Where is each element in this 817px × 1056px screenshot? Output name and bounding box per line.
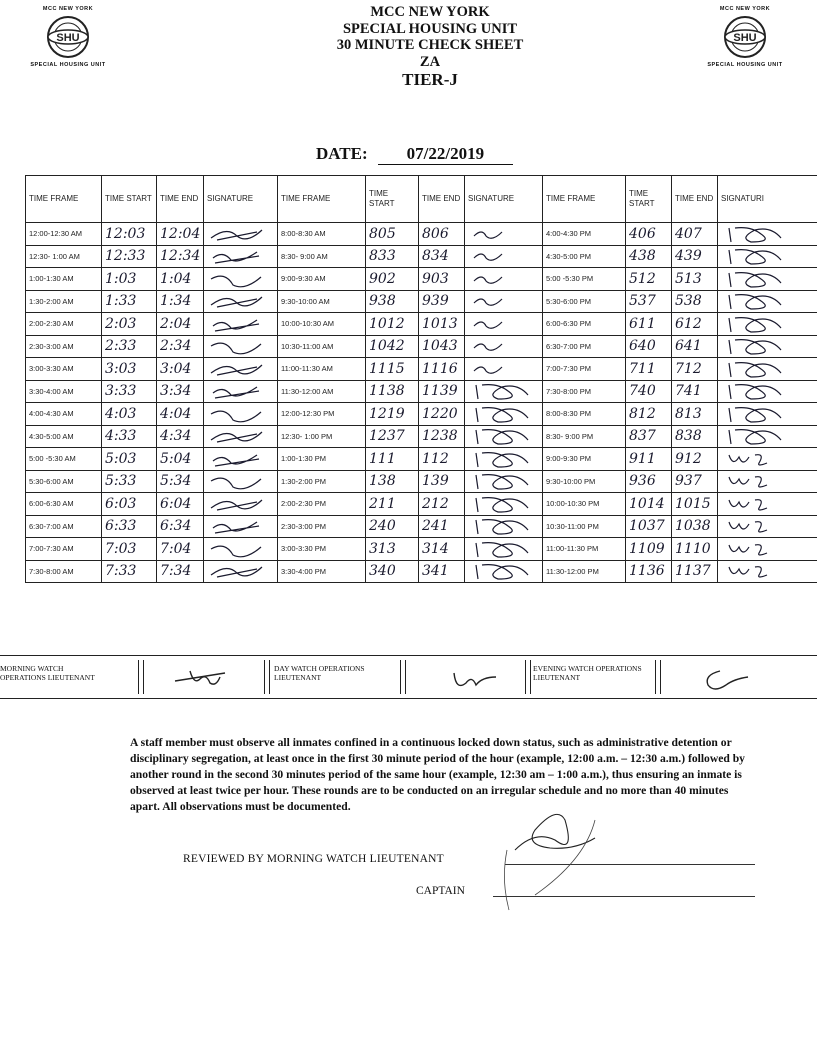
time-start: 805 bbox=[366, 223, 419, 246]
time-frame: 10:30-11:00 PM bbox=[543, 515, 626, 538]
signature bbox=[204, 403, 278, 426]
time-frame: 3:00-3:30 PM bbox=[278, 538, 366, 561]
signature bbox=[465, 425, 543, 448]
time-end: 612 bbox=[672, 313, 718, 336]
col-time-end: TIME END bbox=[157, 176, 204, 223]
time-frame: 5:30-6:00 PM bbox=[543, 290, 626, 313]
time-end: 139 bbox=[419, 470, 465, 493]
table-row bbox=[26, 560, 817, 583]
time-end: 641 bbox=[672, 335, 718, 358]
table-row bbox=[26, 425, 817, 448]
date-value: 07/22/2019 bbox=[378, 144, 513, 165]
signature bbox=[204, 245, 278, 268]
time-frame: 9:30-10:00 AM bbox=[278, 290, 366, 313]
signature bbox=[718, 313, 817, 336]
time-end: 834 bbox=[419, 245, 465, 268]
time-end: 7:34 bbox=[157, 560, 204, 583]
time-start: 111 bbox=[366, 448, 419, 471]
check-table bbox=[25, 175, 817, 583]
time-start: 12:03 bbox=[102, 223, 157, 246]
logo-top-text: MCC NEW YORK bbox=[719, 6, 771, 12]
time-frame: 2:30-3:00 PM bbox=[278, 515, 366, 538]
time-end: 12:04 bbox=[157, 223, 204, 246]
signature bbox=[204, 290, 278, 313]
signature bbox=[465, 538, 543, 561]
signature bbox=[718, 493, 817, 516]
time-frame: 1:30-2:00 AM bbox=[26, 290, 102, 313]
col-time-start: TIME START bbox=[102, 176, 157, 223]
time-frame: 12:00-12:30 PM bbox=[278, 403, 366, 426]
table-row bbox=[26, 335, 817, 358]
time-frame: 9:00-9:30 PM bbox=[543, 448, 626, 471]
time-end: 1013 bbox=[419, 313, 465, 336]
captain-signature bbox=[495, 800, 635, 920]
signature bbox=[465, 313, 543, 336]
day-watch-label: DAY WATCH OPERATIONS LIEUTENANT bbox=[274, 664, 365, 682]
time-frame: 9:30-10:00 PM bbox=[543, 470, 626, 493]
signature bbox=[718, 515, 817, 538]
time-start: 3:03 bbox=[102, 358, 157, 381]
time-frame: 1:30-2:00 PM bbox=[278, 470, 366, 493]
time-end: 439 bbox=[672, 245, 718, 268]
time-start: 7:03 bbox=[102, 538, 157, 561]
time-frame: 2:00-2:30 AM bbox=[26, 313, 102, 336]
evening-signature bbox=[700, 667, 760, 693]
date-row bbox=[316, 144, 513, 165]
time-start: 740 bbox=[626, 380, 672, 403]
time-end: 7:04 bbox=[157, 538, 204, 561]
time-start: 902 bbox=[366, 268, 419, 291]
time-end: 712 bbox=[672, 358, 718, 381]
time-start: 512 bbox=[626, 268, 672, 291]
time-frame: 4:00-4:30 PM bbox=[543, 223, 626, 246]
time-start: 438 bbox=[626, 245, 672, 268]
signature bbox=[204, 380, 278, 403]
time-end: 1:34 bbox=[157, 290, 204, 313]
time-frame: 5:30-6:00 AM bbox=[26, 470, 102, 493]
signature bbox=[204, 313, 278, 336]
signature bbox=[718, 290, 817, 313]
time-end: 1220 bbox=[419, 403, 465, 426]
signature bbox=[465, 335, 543, 358]
time-end: 5:34 bbox=[157, 470, 204, 493]
time-frame: 2:00-2:30 PM bbox=[278, 493, 366, 516]
col-signature-3: SIGNATURI bbox=[718, 176, 817, 223]
time-start: 3:33 bbox=[102, 380, 157, 403]
time-frame: 8:00-8:30 AM bbox=[278, 223, 366, 246]
signature bbox=[204, 493, 278, 516]
signature bbox=[465, 470, 543, 493]
time-frame: 8:30- 9:00 PM bbox=[543, 425, 626, 448]
time-frame: 1:00-1:30 AM bbox=[26, 268, 102, 291]
watch-lieutenant-row bbox=[0, 655, 817, 699]
time-frame: 9:00-9:30 AM bbox=[278, 268, 366, 291]
time-start: 936 bbox=[626, 470, 672, 493]
signature bbox=[204, 268, 278, 291]
time-start: 611 bbox=[626, 313, 672, 336]
time-start: 711 bbox=[626, 358, 672, 381]
table-row bbox=[26, 380, 817, 403]
time-start: 406 bbox=[626, 223, 672, 246]
time-end: 12:34 bbox=[157, 245, 204, 268]
time-end: 4:34 bbox=[157, 425, 204, 448]
time-frame: 10:00-10:30 AM bbox=[278, 313, 366, 336]
signature bbox=[204, 538, 278, 561]
signature bbox=[718, 380, 817, 403]
table-row bbox=[26, 470, 817, 493]
time-frame: 8:00-8:30 PM bbox=[543, 403, 626, 426]
table-row bbox=[26, 358, 817, 381]
time-start: 4:33 bbox=[102, 425, 157, 448]
time-end: 1116 bbox=[419, 358, 465, 381]
signature bbox=[204, 223, 278, 246]
signature bbox=[465, 290, 543, 313]
header-unit: SPECIAL HOUSING UNIT bbox=[342, 20, 518, 37]
time-frame: 11:00-11:30 AM bbox=[278, 358, 366, 381]
time-frame: 11:30-12:00 PM bbox=[543, 560, 626, 583]
col-time-end: TIME END bbox=[419, 176, 465, 223]
time-end: 4:04 bbox=[157, 403, 204, 426]
time-end: 1043 bbox=[419, 335, 465, 358]
time-start: 1115 bbox=[366, 358, 419, 381]
table-row bbox=[26, 538, 817, 561]
time-frame: 6:00-6:30 PM bbox=[543, 313, 626, 336]
time-end: 538 bbox=[672, 290, 718, 313]
signature bbox=[718, 403, 817, 426]
time-end: 6:04 bbox=[157, 493, 204, 516]
table-row bbox=[26, 245, 817, 268]
time-start: 1136 bbox=[626, 560, 672, 583]
time-end: 1015 bbox=[672, 493, 718, 516]
table-row bbox=[26, 290, 817, 313]
col-time-frame: TIME FRAME bbox=[26, 176, 102, 223]
signature bbox=[718, 425, 817, 448]
col-signature: SIGNATURE bbox=[204, 176, 278, 223]
time-end: 806 bbox=[419, 223, 465, 246]
table-row bbox=[26, 313, 817, 336]
header-tier: TIER-J bbox=[402, 70, 458, 89]
time-start: 7:33 bbox=[102, 560, 157, 583]
signature bbox=[465, 245, 543, 268]
day-signature bbox=[450, 667, 510, 693]
time-end: 2:34 bbox=[157, 335, 204, 358]
time-end: 903 bbox=[419, 268, 465, 291]
time-end: 939 bbox=[419, 290, 465, 313]
col-time-frame: TIME FRAME bbox=[543, 176, 626, 223]
signature bbox=[204, 358, 278, 381]
signature bbox=[204, 560, 278, 583]
signature bbox=[204, 515, 278, 538]
policy-paragraph: A staff member must observe all inmates confined in a continuous locked down status, such as administrative detention or disciplinary segregation, at least once in the first 30 minute period of the hour (example, 12:00 a.m. – 12:30 a.m.) followed by another round in the second 30 minutes period of the same hour (example, 12:30 am – 1:00 a.m.), thus ensuring an inmate is observed at least twice per hour. These rounds are to be conducted on an irregular schedule and no more than 40 minutes apart. All observations must be documented. bbox=[130, 736, 745, 813]
signature bbox=[465, 268, 543, 291]
signature bbox=[465, 448, 543, 471]
shu-seal-icon bbox=[46, 15, 90, 59]
time-start: 2:33 bbox=[102, 335, 157, 358]
signature bbox=[204, 448, 278, 471]
signature bbox=[465, 380, 543, 403]
time-start: 837 bbox=[626, 425, 672, 448]
time-end: 5:04 bbox=[157, 448, 204, 471]
signature bbox=[718, 268, 817, 291]
col-time-start: TIME START bbox=[626, 176, 672, 223]
time-end: 838 bbox=[672, 425, 718, 448]
time-frame: 5:00 -5:30 PM bbox=[543, 268, 626, 291]
time-start: 240 bbox=[366, 515, 419, 538]
table-row bbox=[26, 515, 817, 538]
table-header-row bbox=[26, 176, 817, 223]
time-end: 741 bbox=[672, 380, 718, 403]
signature bbox=[718, 223, 817, 246]
time-end: 1038 bbox=[672, 515, 718, 538]
time-start: 4:03 bbox=[102, 403, 157, 426]
logo-right bbox=[695, 6, 795, 102]
time-start: 833 bbox=[366, 245, 419, 268]
header-facility: MCC NEW YORK bbox=[370, 4, 490, 20]
logo-top-text: MCC NEW YORK bbox=[42, 6, 94, 12]
logo-seal-text: SHU bbox=[56, 32, 80, 44]
date-label: DATE: bbox=[316, 144, 368, 163]
time-end: 314 bbox=[419, 538, 465, 561]
time-frame: 10:00-10:30 PM bbox=[543, 493, 626, 516]
evening-watch-label: EVENING WATCH OPERATIONS LIEUTENANT bbox=[533, 664, 642, 682]
time-start: 1219 bbox=[366, 403, 419, 426]
time-frame: 4:30-5:00 PM bbox=[543, 245, 626, 268]
table-row bbox=[26, 223, 817, 246]
time-end: 1238 bbox=[419, 425, 465, 448]
signature bbox=[718, 560, 817, 583]
time-start: 938 bbox=[366, 290, 419, 313]
captain-label: CAPTAIN bbox=[416, 885, 465, 897]
signature bbox=[204, 335, 278, 358]
time-start: 313 bbox=[366, 538, 419, 561]
time-end: 1137 bbox=[672, 560, 718, 583]
logo-left bbox=[18, 6, 118, 102]
time-start: 1012 bbox=[366, 313, 419, 336]
time-start: 812 bbox=[626, 403, 672, 426]
time-start: 5:03 bbox=[102, 448, 157, 471]
signature bbox=[465, 515, 543, 538]
time-start: 1042 bbox=[366, 335, 419, 358]
time-end: 341 bbox=[419, 560, 465, 583]
signature bbox=[465, 560, 543, 583]
time-end: 3:34 bbox=[157, 380, 204, 403]
time-frame: 4:30-5:00 AM bbox=[26, 425, 102, 448]
document-header bbox=[250, 4, 610, 89]
time-end: 112 bbox=[419, 448, 465, 471]
time-start: 537 bbox=[626, 290, 672, 313]
time-end: 3:04 bbox=[157, 358, 204, 381]
col-time-end: TIME END bbox=[672, 176, 718, 223]
time-end: 1:04 bbox=[157, 268, 204, 291]
time-start: 1037 bbox=[626, 515, 672, 538]
signature bbox=[718, 470, 817, 493]
time-frame: 7:00-7:30 AM bbox=[26, 538, 102, 561]
time-frame: 6:30-7:00 PM bbox=[543, 335, 626, 358]
logo-bottom-text: SPECIAL HOUSING UNIT bbox=[30, 62, 106, 68]
signature bbox=[465, 493, 543, 516]
time-frame: 11:30-12:00 AM bbox=[278, 380, 366, 403]
time-frame: 4:00-4:30 AM bbox=[26, 403, 102, 426]
time-frame: 6:00-6:30 AM bbox=[26, 493, 102, 516]
time-start: 1138 bbox=[366, 380, 419, 403]
time-end: 1110 bbox=[672, 538, 718, 561]
shu-seal-icon bbox=[723, 15, 767, 59]
time-end: 912 bbox=[672, 448, 718, 471]
time-frame: 8:30- 9:00 AM bbox=[278, 245, 366, 268]
time-start: 1237 bbox=[366, 425, 419, 448]
time-frame: 3:00-3:30 AM bbox=[26, 358, 102, 381]
time-start: 1:03 bbox=[102, 268, 157, 291]
table-row bbox=[26, 268, 817, 291]
time-frame: 2:30-3:00 AM bbox=[26, 335, 102, 358]
time-frame: 7:30-8:00 PM bbox=[543, 380, 626, 403]
time-frame: 6:30-7:00 AM bbox=[26, 515, 102, 538]
time-start: 1:33 bbox=[102, 290, 157, 313]
col-time-frame: TIME FRAME bbox=[278, 176, 366, 223]
time-frame: 12:30- 1:00 PM bbox=[278, 425, 366, 448]
header-za: ZA bbox=[419, 53, 441, 70]
morning-watch-label: MORNING WATCH OPERATIONS LIEUTENANT bbox=[0, 664, 95, 682]
time-start: 6:03 bbox=[102, 493, 157, 516]
time-frame: 1:00-1:30 PM bbox=[278, 448, 366, 471]
table-row bbox=[26, 493, 817, 516]
time-frame: 3:30-4:00 PM bbox=[278, 560, 366, 583]
time-end: 1139 bbox=[419, 380, 465, 403]
signature bbox=[465, 403, 543, 426]
time-start: 1109 bbox=[626, 538, 672, 561]
time-start: 640 bbox=[626, 335, 672, 358]
signature bbox=[718, 245, 817, 268]
time-start: 1014 bbox=[626, 493, 672, 516]
time-start: 138 bbox=[366, 470, 419, 493]
time-start: 911 bbox=[626, 448, 672, 471]
signature bbox=[465, 358, 543, 381]
time-frame: 12:30- 1:00 AM bbox=[26, 245, 102, 268]
time-frame: 11:00-11:30 PM bbox=[543, 538, 626, 561]
time-frame: 3:30-4:00 AM bbox=[26, 380, 102, 403]
time-frame: 7:00-7:30 PM bbox=[543, 358, 626, 381]
signature bbox=[718, 335, 817, 358]
time-end: 813 bbox=[672, 403, 718, 426]
time-end: 2:04 bbox=[157, 313, 204, 336]
col-signature: SIGNATURE bbox=[465, 176, 543, 223]
time-frame: 10:30-11:00 AM bbox=[278, 335, 366, 358]
time-frame: 5:00 -5:30 AM bbox=[26, 448, 102, 471]
signature bbox=[204, 425, 278, 448]
logo-seal-text: SHU bbox=[733, 32, 757, 44]
reviewed-by-label: REVIEWED BY MORNING WATCH LIEUTENANT bbox=[183, 853, 444, 865]
signature bbox=[718, 538, 817, 561]
signature bbox=[718, 358, 817, 381]
morning-signature bbox=[170, 665, 250, 691]
time-start: 211 bbox=[366, 493, 419, 516]
signature bbox=[465, 223, 543, 246]
time-end: 937 bbox=[672, 470, 718, 493]
signature bbox=[204, 470, 278, 493]
time-start: 6:33 bbox=[102, 515, 157, 538]
table-row bbox=[26, 448, 817, 471]
time-start: 2:03 bbox=[102, 313, 157, 336]
time-start: 5:33 bbox=[102, 470, 157, 493]
col-time-start: TIME START bbox=[366, 176, 419, 223]
time-end: 407 bbox=[672, 223, 718, 246]
table-row bbox=[26, 403, 817, 426]
time-frame: 7:30-8:00 AM bbox=[26, 560, 102, 583]
time-start: 12:33 bbox=[102, 245, 157, 268]
logo-bottom-text: SPECIAL HOUSING UNIT bbox=[707, 62, 783, 68]
time-end: 513 bbox=[672, 268, 718, 291]
time-end: 241 bbox=[419, 515, 465, 538]
time-frame: 12:00-12:30 AM bbox=[26, 223, 102, 246]
signature bbox=[718, 448, 817, 471]
time-end: 212 bbox=[419, 493, 465, 516]
time-start: 340 bbox=[366, 560, 419, 583]
time-end: 6:34 bbox=[157, 515, 204, 538]
header-sheet-title: 30 MINUTE CHECK SHEET bbox=[336, 37, 524, 53]
